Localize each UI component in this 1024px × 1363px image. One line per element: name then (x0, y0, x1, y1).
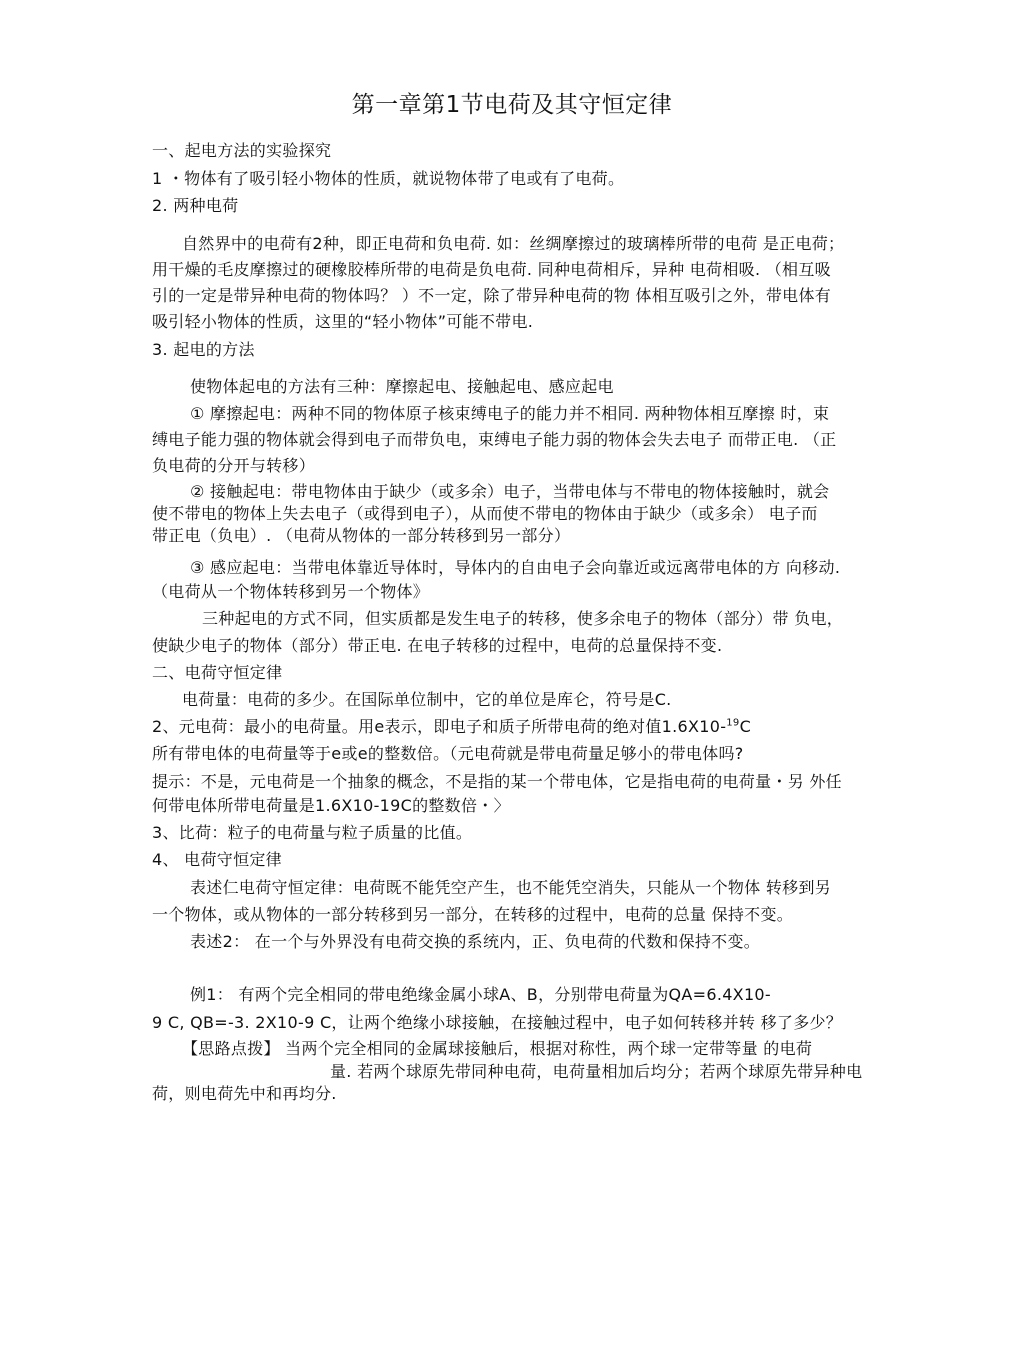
text-line: 缚电子能力强的物体就会得到电子而带负电，束缚电子能力弱的物体会失去电子 而带正电. （正 (152, 430, 837, 449)
text-line: ② 接触起电：带电物体由于缺少（或多余）电子，当带电体与不带电的物体接触时，就会 (190, 482, 830, 501)
text-line: 使缺少电子的物体（部分）带正电. 在电子转移的过程中，电荷的总量保持不变. (152, 636, 723, 655)
text-line: 使不带电的物体上失去电子（或得到电子），从而使不带电的物体由于缺少（或多余） 电子而 (152, 504, 818, 523)
document-title: 第一章第1节电荷及其守恒定律 (351, 92, 673, 118)
text-line: 3. 起电的方法 (152, 340, 255, 359)
text-line: 用干燥的毛皮摩擦过的硬橡胶棒所带的电荷是负电荷. 同种电荷相斥，异种 电荷相吸. （相互吸 (152, 260, 831, 279)
unit: C (739, 717, 752, 736)
text-line: 4、 电荷守恒定律 (152, 850, 282, 869)
text-line: 9 C, QB=-3. 2X10-9 C，让两个绝缘小球接触，在接触过程中，电子如何转移并转 移了多少？ (152, 1013, 843, 1032)
text-line: 荷，则电荷先中和再均分. (152, 1084, 337, 1103)
text-line: 【思路点拨】 当两个完全相同的金属球接触后，根据对称性，两个球一定带等量 的电荷 (182, 1039, 813, 1058)
text-line: 自然界中的电荷有2种，即正电荷和负电荷. 如：丝绸摩擦过的玻璃棒所带的电荷 是正电荷； (182, 234, 845, 253)
elementary-charge-text: 2、元电荷：最小的电荷量。用e表示，即电子和质子所带电荷的绝对值1.6X10- (152, 717, 727, 736)
text-line: （电荷从一个物体转移到另一个物体》 (152, 582, 430, 601)
text-line: 例1： 有两个完全相同的带电绝缘金属小球A、B，分别带电荷量为QA=6.4X10- (190, 985, 771, 1004)
text-line: 何带电体所带电荷量是1.6X10-19C的整数倍・〉 (152, 796, 510, 815)
text-line: 2. 两种电荷 (152, 196, 239, 215)
text-line: 使物体起电的方法有三种：摩擦起电、接触起电、感应起电 (190, 377, 614, 396)
text-line: 1 ・物体有了吸引轻小物体的性质，就说物体带了电或有了电荷。 (152, 169, 625, 188)
text-line: ③ 感应起电：当带电体靠近导体时，导体内的自由电子会向靠近或远离带电体的方 向移动. (190, 558, 841, 577)
text-line: 二、电荷守恒定律 (152, 663, 283, 682)
text-line: 表述2： 在一个与外界没有电荷交换的系统内，正、负电荷的代数和保持不变。 (190, 932, 761, 951)
text-line: 3、比荷：粒子的电荷量与粒子质量的比值。 (152, 823, 473, 842)
text-line: 所有带电体的电荷量等于e或e的整数倍。（元电荷就是带电荷量足够小的带电体吗? (152, 744, 744, 763)
text-line: 引的一定是带异种电荷的物体吗？ ）不一定，除了带异种电荷的物 体相互吸引之外，带电体有 (152, 286, 832, 305)
text-line: 三种起电的方式不同，但实质都是发生电子的转移，使多余电子的物体（部分）带 负电， (202, 609, 844, 628)
text-line: 一个物体，或从物体的一部分转移到另一部分，在转移的过程中，电荷的总量 保持不变。 (152, 905, 794, 924)
text-line: ① 摩擦起电：两种不同的物体原子核束缚电子的能力并不相同. 两种物体相互摩擦 时，束 (190, 404, 830, 423)
text-line: 表述仁电荷守恒定律：电荷既不能凭空产生，也不能凭空消失，只能从一个物体 转移到另 (190, 878, 832, 897)
text-line: 带正电（负电）. （电荷从物体的一部分转移到另一部分） (152, 526, 571, 545)
exponent: 19 (726, 717, 740, 729)
text-line: 一、起电方法的实验探究 (152, 141, 332, 160)
text-line: 提示：不是，元电荷是一个抽象的概念，不是指的某一个带电体，它是指电荷的电荷量・另 外任 (152, 772, 842, 791)
text-line: 吸引轻小物体的性质，这里的“轻小物体”可能不带电. (152, 312, 534, 331)
text-line: 电荷量：电荷的多少。在国际单位制中，它的单位是库仑，符号是C. (182, 690, 672, 709)
text-line: 负电荷的分开与转移） (152, 456, 316, 475)
elementary-charge-line (152, 715, 751, 739)
text-line: 量. 若两个球原先带同种电荷，电荷量相加后均分；若两个球原先带异种电 (330, 1062, 863, 1081)
